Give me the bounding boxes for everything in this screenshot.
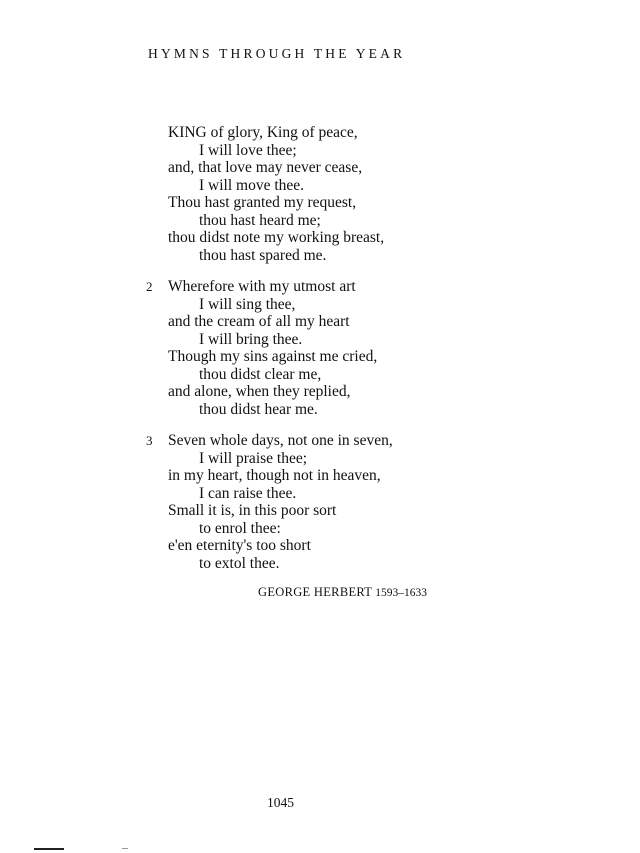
verse-line: thou didst hear me.: [199, 400, 318, 418]
verse-line: Though my sins against me cried,: [168, 348, 378, 365]
verse-line: KING of glory, King of peace,: [168, 124, 358, 141]
author-dates: 1593–1633: [375, 587, 427, 599]
attribution: [258, 584, 427, 600]
verse-number: 2: [146, 279, 153, 294]
page-number: 1045: [267, 795, 294, 810]
author-name: GEORGE HERBERT: [258, 585, 373, 599]
verse-line: thou hast heard me;: [199, 211, 321, 229]
verse-1: [0, 124, 640, 264]
verse-line: I will move thee.: [199, 176, 305, 194]
verse-number: 3: [146, 433, 153, 448]
verse-line: in my heart, though not in heaven,: [168, 467, 381, 484]
verse-line: Small it is, in this poor sort: [168, 502, 337, 519]
verse-line: and alone, when they replied,: [168, 383, 351, 400]
margin-rule: [34, 848, 64, 850]
verse-line: I will sing thee,: [199, 295, 296, 313]
verse-line: Seven whole days, not one in seven,: [168, 432, 393, 449]
verse-line: thou hast spared me.: [199, 246, 327, 264]
verse-3: [0, 432, 640, 572]
running-head: HYMNS THROUGH THE YEAR: [148, 46, 406, 61]
verse-line: I will bring thee.: [199, 330, 303, 348]
verse-line: I will love thee;: [199, 141, 297, 159]
verse-line: I can raise thee.: [199, 484, 297, 502]
verse-line: to extol thee.: [199, 554, 280, 572]
verse-line: thou didst note my working breast,: [168, 229, 385, 246]
verse-line: Wherefore with my utmost art: [168, 278, 356, 295]
verse-line: thou didst clear me,: [199, 365, 322, 383]
hymn-text: [0, 124, 640, 586]
verse-line: e'en eternity's too short: [168, 537, 311, 554]
verse-line: and the cream of all my heart: [168, 313, 350, 330]
verse-line: I will praise thee;: [199, 449, 308, 467]
verse-2: [0, 278, 640, 418]
verse-line: and, that love may never cease,: [168, 159, 363, 176]
verse-line: Thou hast granted my request,: [168, 194, 357, 211]
verse-line: to enrol thee:: [199, 519, 281, 537]
margin-mark: [122, 848, 128, 849]
